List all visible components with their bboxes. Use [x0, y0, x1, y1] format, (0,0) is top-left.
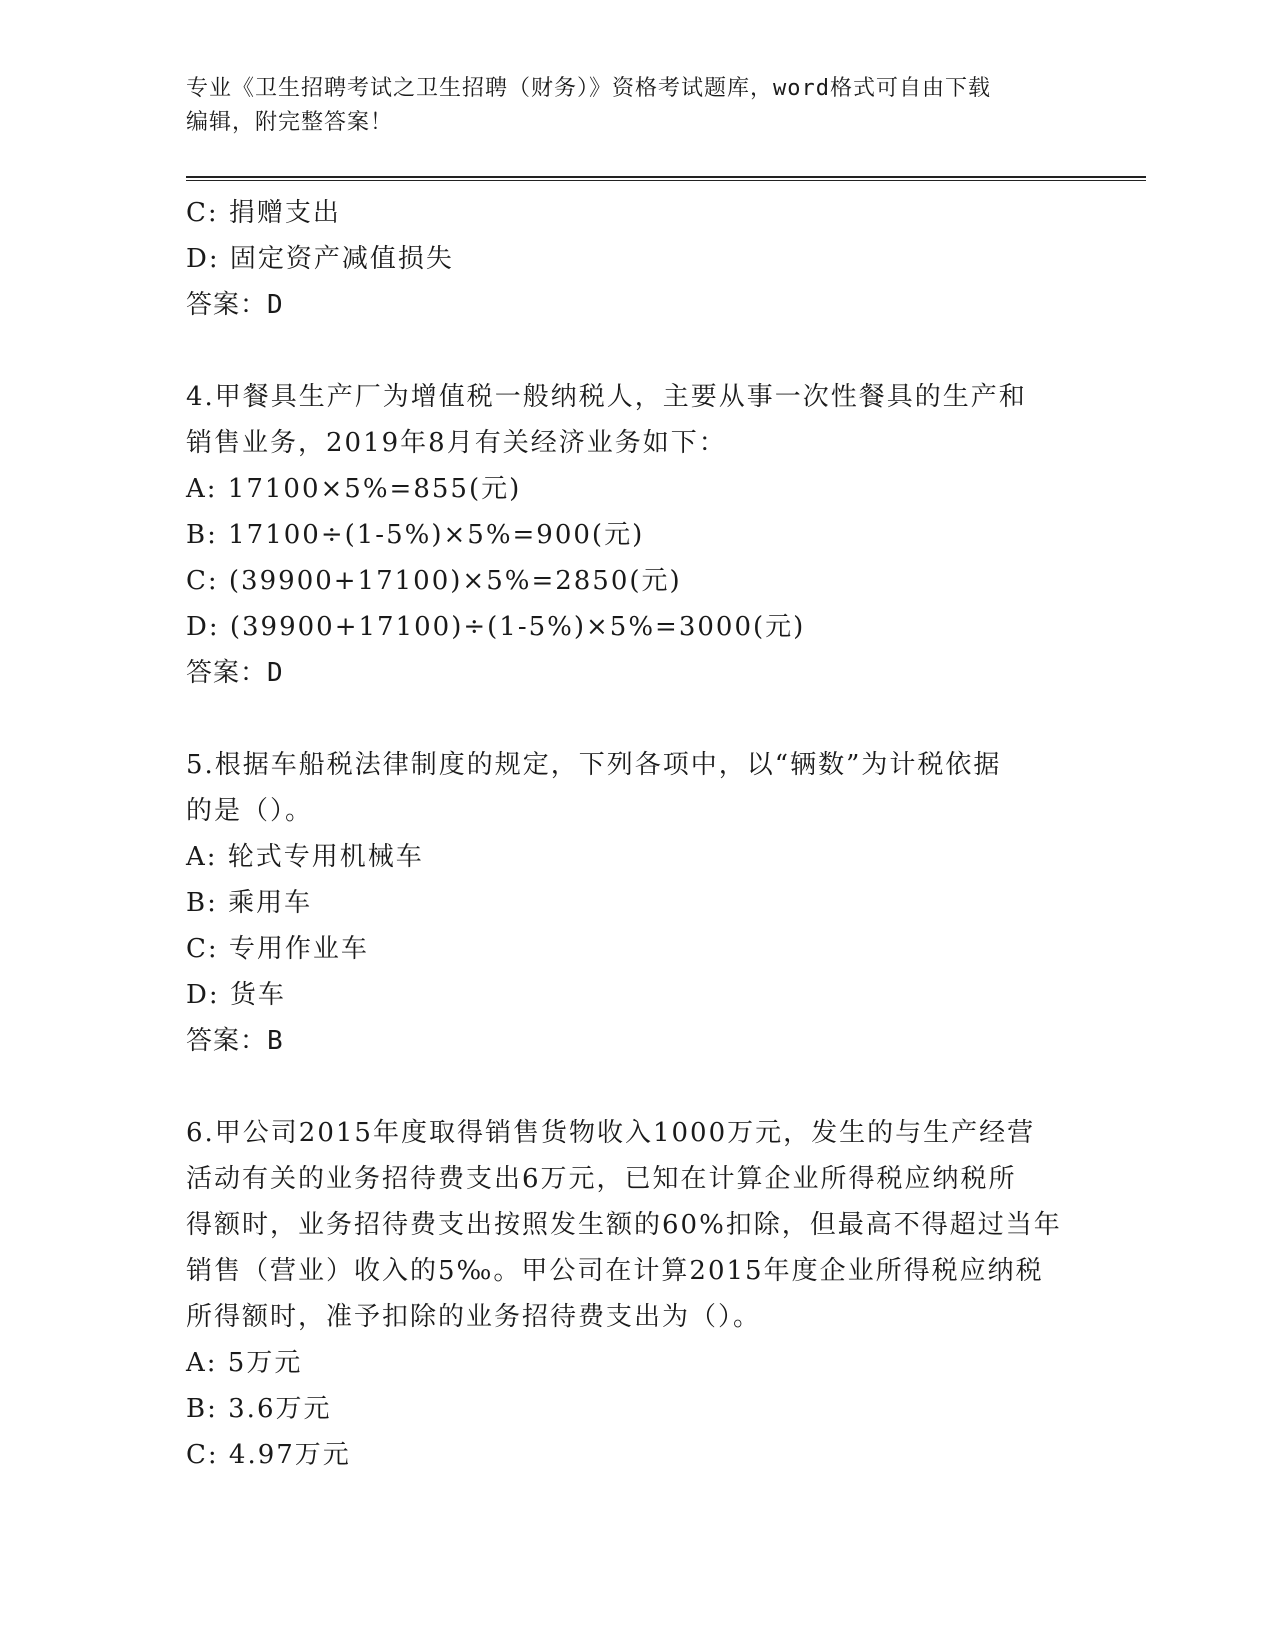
q5-answer: 答案：B — [186, 1026, 284, 1056]
q6-stem-line-3: 得额时，业务招待费支出按照发生额的60%扣除，但最高不得超过当年 — [186, 1210, 1062, 1240]
q3-answer: 答案：D — [186, 290, 284, 320]
q6-stem-line-1: 6.甲公司2015年度取得销售货物收入1000万元，发生的与生产经营 — [186, 1118, 1036, 1148]
spacer — [186, 328, 1086, 374]
q6-stem-line-5: 所得额时，准予扣除的业务招待费支出为（）。 — [186, 1302, 762, 1332]
q5-option-b: B: 乘用车 — [186, 888, 313, 918]
q5-stem-line-1: 5.根据车船税法律制度的规定，下列各项中，以“辆数”为计税依据 — [186, 750, 1002, 780]
header-divider — [186, 176, 1146, 181]
q4-option-c: C: (39900+17100)×5%=2850(元) — [186, 566, 682, 596]
spacer — [186, 1064, 1086, 1110]
header-line-2: 编辑，附完整答案！ — [186, 110, 394, 135]
q4-stem-line-1: 4.甲餐具生产厂为增值税一般纳税人，主要从事一次性餐具的生产和 — [186, 382, 1027, 412]
q5-stem-line-2: 的是（）。 — [186, 796, 314, 826]
q4-option-d: D: (39900+17100)÷(1-5%)×5%=3000(元) — [186, 612, 806, 642]
question-4 — [186, 374, 1086, 696]
q3-option-d: D: 固定资产减值损失 — [186, 244, 454, 274]
q6-stem-line-4: 销售（营业）收入的5‰。甲公司在计算2015年度企业所得税应纳税 — [186, 1256, 1044, 1286]
spacer — [186, 696, 1086, 742]
question-3-tail — [186, 190, 1086, 328]
q3-option-c: C: 捐赠支出 — [186, 198, 341, 228]
q6-option-c: C: 4.97万元 — [186, 1440, 351, 1470]
q6-option-b: B: 3.6万元 — [186, 1394, 332, 1424]
question-6 — [186, 1110, 1086, 1478]
q5-option-c: C: 专用作业车 — [186, 934, 369, 964]
document-header — [186, 72, 1066, 140]
q5-option-a: A: 轮式专用机械车 — [186, 842, 424, 872]
q4-answer: 答案：D — [186, 658, 284, 688]
q4-option-b: B: 17100÷(1-5%)×5%=900(元) — [186, 520, 645, 550]
header-line-1: 专业《卫生招聘考试之卫生招聘（财务）》资格考试题库，word格式可自由下载 — [186, 76, 991, 101]
question-5 — [186, 742, 1086, 1064]
q6-stem-line-2: 活动有关的业务招待费支出6万元，已知在计算企业所得税应纳税所 — [186, 1164, 1017, 1194]
q5-option-d: D: 货车 — [186, 980, 286, 1010]
q6-option-a: A: 5万元 — [186, 1348, 303, 1378]
document-body — [186, 190, 1086, 1478]
q4-stem-line-2: 销售业务，2019年8月有关经济业务如下： — [186, 428, 727, 458]
q4-option-a: A: 17100×5%=855(元) — [186, 474, 522, 504]
